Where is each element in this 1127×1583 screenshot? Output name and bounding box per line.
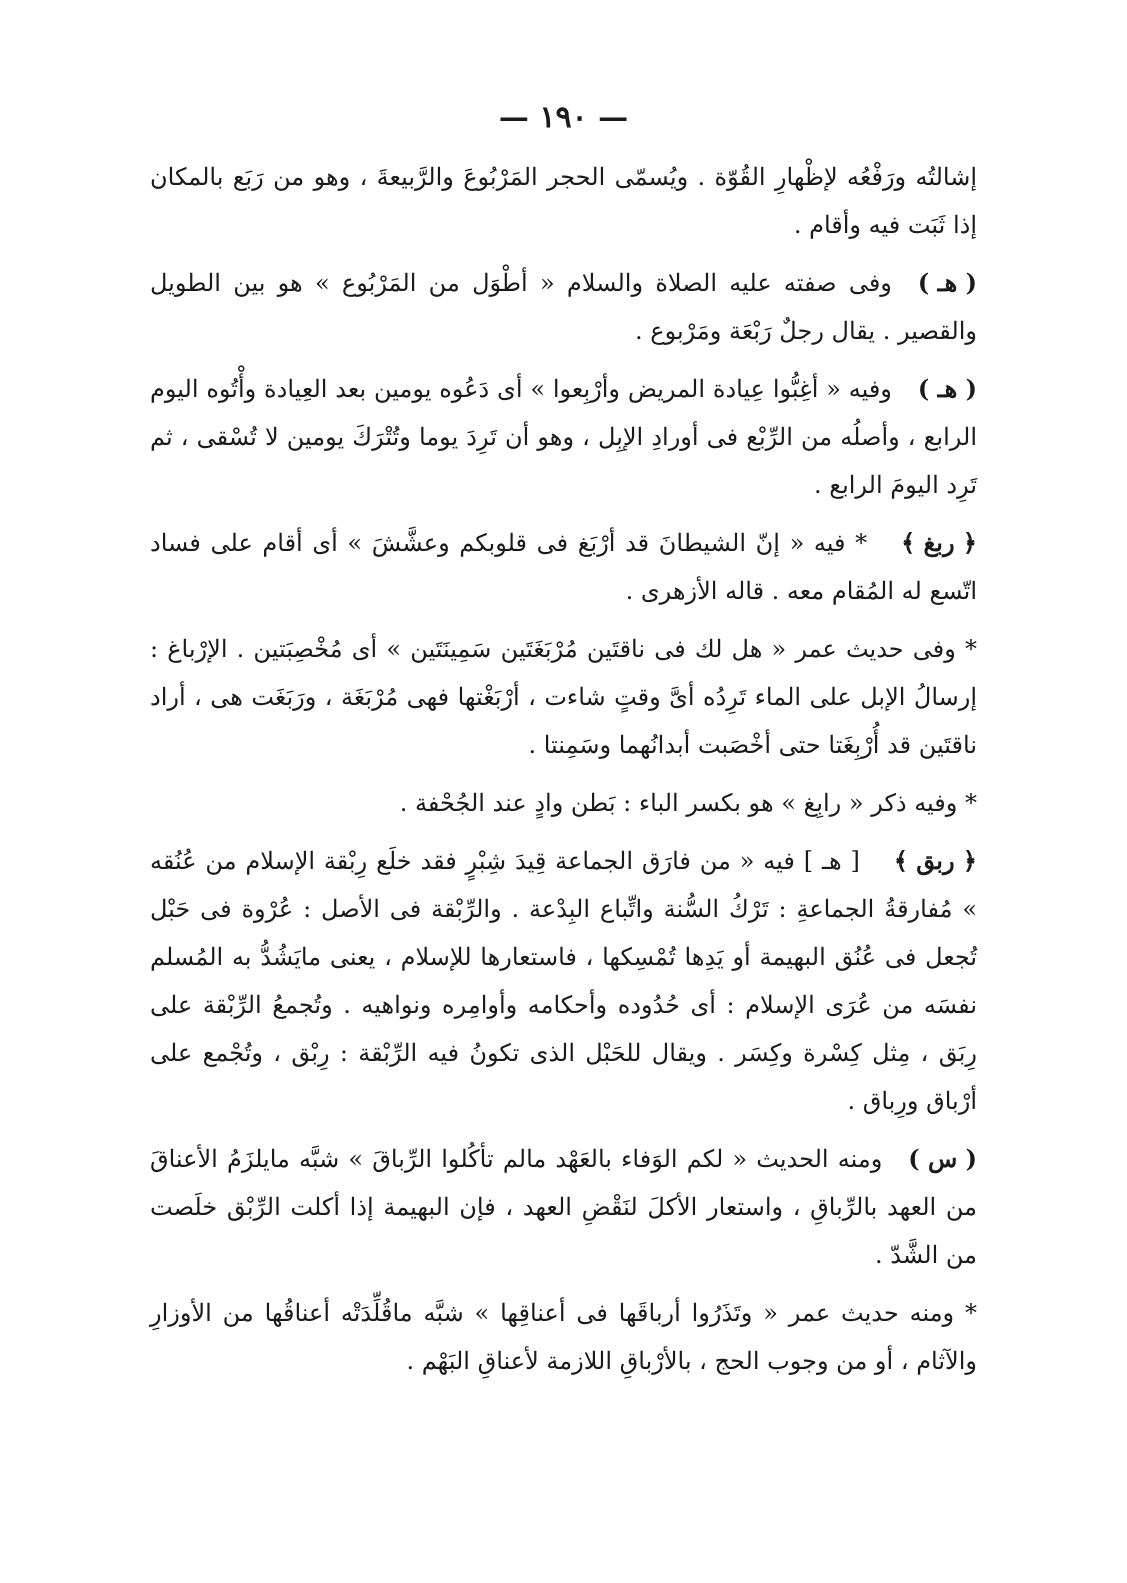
paragraph-6 [150,779,977,827]
paragraph-1 [150,153,977,249]
root-heading: ﴿ ربق ﴾ [893,846,977,875]
document-page [150,100,977,1395]
paragraph-text: وفى صفته عليه الصلاة والسلام « أطْوَل من المَرْبُوع » هو بين الطويل والقصير . يقال رجلٌ رَبْعَة ومَرْبوع . [150,269,977,345]
root-heading: ﴿ ربغ ﴾ [901,528,977,557]
paragraph-2 [150,259,977,355]
paragraph-5 [150,625,977,769]
page-number: — ١٩٠ — [498,100,629,135]
paragraph-4 [150,519,977,615]
entry-marker: ( هـ ) [917,268,977,297]
paragraph-text: وفيه « أغِبُّوا عِيادة المريض وأرْبِعوا » أى دَعُوه يومين بعد العِيادة وأْتُوه اليوم الرابع ، وأصلُه من الرِّبْع فى أورادِ الإبِل ، وهو أن تَرِدَ يوما وتُتْرَكَ يومين لا تُسْقى ، ثم تَرِد اليومَ الرابع . [150,375,977,499]
paragraph-text: [ هـ ] فيه « من فارَق الجماعة قِيدَ شِبْرٍ فقد خلَع رِبْقة الإسلام من عُنُقه » مُفارقةُ الجماعةِ : تَرْكُ السُّنة واتِّباع البِدْعة . والرِّبْقة فى الأصل : عُرْوة فى حَبْل تُجعل فى عُنُق البهيمة أو يَدِها تُمْسِكها ، فاستعارها للإسلام ، يعنى مايَشُدُّ به المُسلم نفسَه من عُرَى الإسلام : أى حُدُوده وأحكامه وأوامِره ونواهيه . وتُجمعُ الرِّبْقة على رِبَق ، مِثل كِسْرة وكِسَر . ويقال للحَبْل الذى تكونُ فيه الرِّبْقة : رِبْق ، وتُجْمع على أرْباق ورِباق . [150,847,977,1115]
paragraph-3 [150,365,977,509]
entry-marker: ( س ) [908,1144,977,1173]
paragraph-text: * وفى حديث عمر « هل لك فى ناقتَين مُرْبَغَتَين سَمِينَتَين » أى مُخْصِبَتين . الإرْباغ : إرسالُ الإبل على الماء تَرِدُه أىَّ وقتٍ شاءت ، أرْبَغْتها فهى مُرْبَغَة ، ورَبَغَت هى ، أراد ناقتَين قد أُرْبِغَتا حتى أخْصَبت أبدانُهما وسَمِنتا . [150,635,977,759]
paragraph-text: ومنه الحديث « لكم الوَفاء بالعَهْد مالم تأكُلوا الرِّباقَ » شبَّه مايلزَمُ الأعناقَ من العهد بالرِّباقِ ، واستعار الأكلَ لنَقْضِ العهد ، فإن البهيمة إذا أكلت الرِّبْق خلَصت من الشَّدّ . [150,1145,977,1269]
paragraph-text: * ومنه حديث عمر « وتَذَرُوا أرباقَها فى أعناقِها » شبَّه ماقُلِّدَتْه أعناقُها من الأوزارِ والآثام ، أو من وجوب الحج ، بالأرْباقِ اللازمة لأعناقِ البَهْم . [150,1299,977,1375]
paragraph-7 [150,837,977,1125]
paragraph-text: * وفيه ذكر « رابِغ » هو بكسر الباء : بَطن وادٍ عند الجُحْفة . [399,789,977,817]
entry-marker: ( هـ ) [917,374,977,403]
paragraph-9 [150,1289,977,1385]
paragraph-text: إشالتُه ورَفْعُه لإظْهارِ القُوّة . ويُسمّى الحجر المَرْبُوعَ والرَّبيعةَ ، وهو من رَبَع بالمكان إذا ثَبَت فيه وأقام . [150,163,977,239]
paragraph-8 [150,1135,977,1279]
paragraph-text: * فيه « إنّ الشيطانَ قد أرْبَغ فى قلوبكم وعشَّشَ » أى أقام على فساد اتّسع له المُقام معه . قاله الأزهرى . [150,529,977,605]
